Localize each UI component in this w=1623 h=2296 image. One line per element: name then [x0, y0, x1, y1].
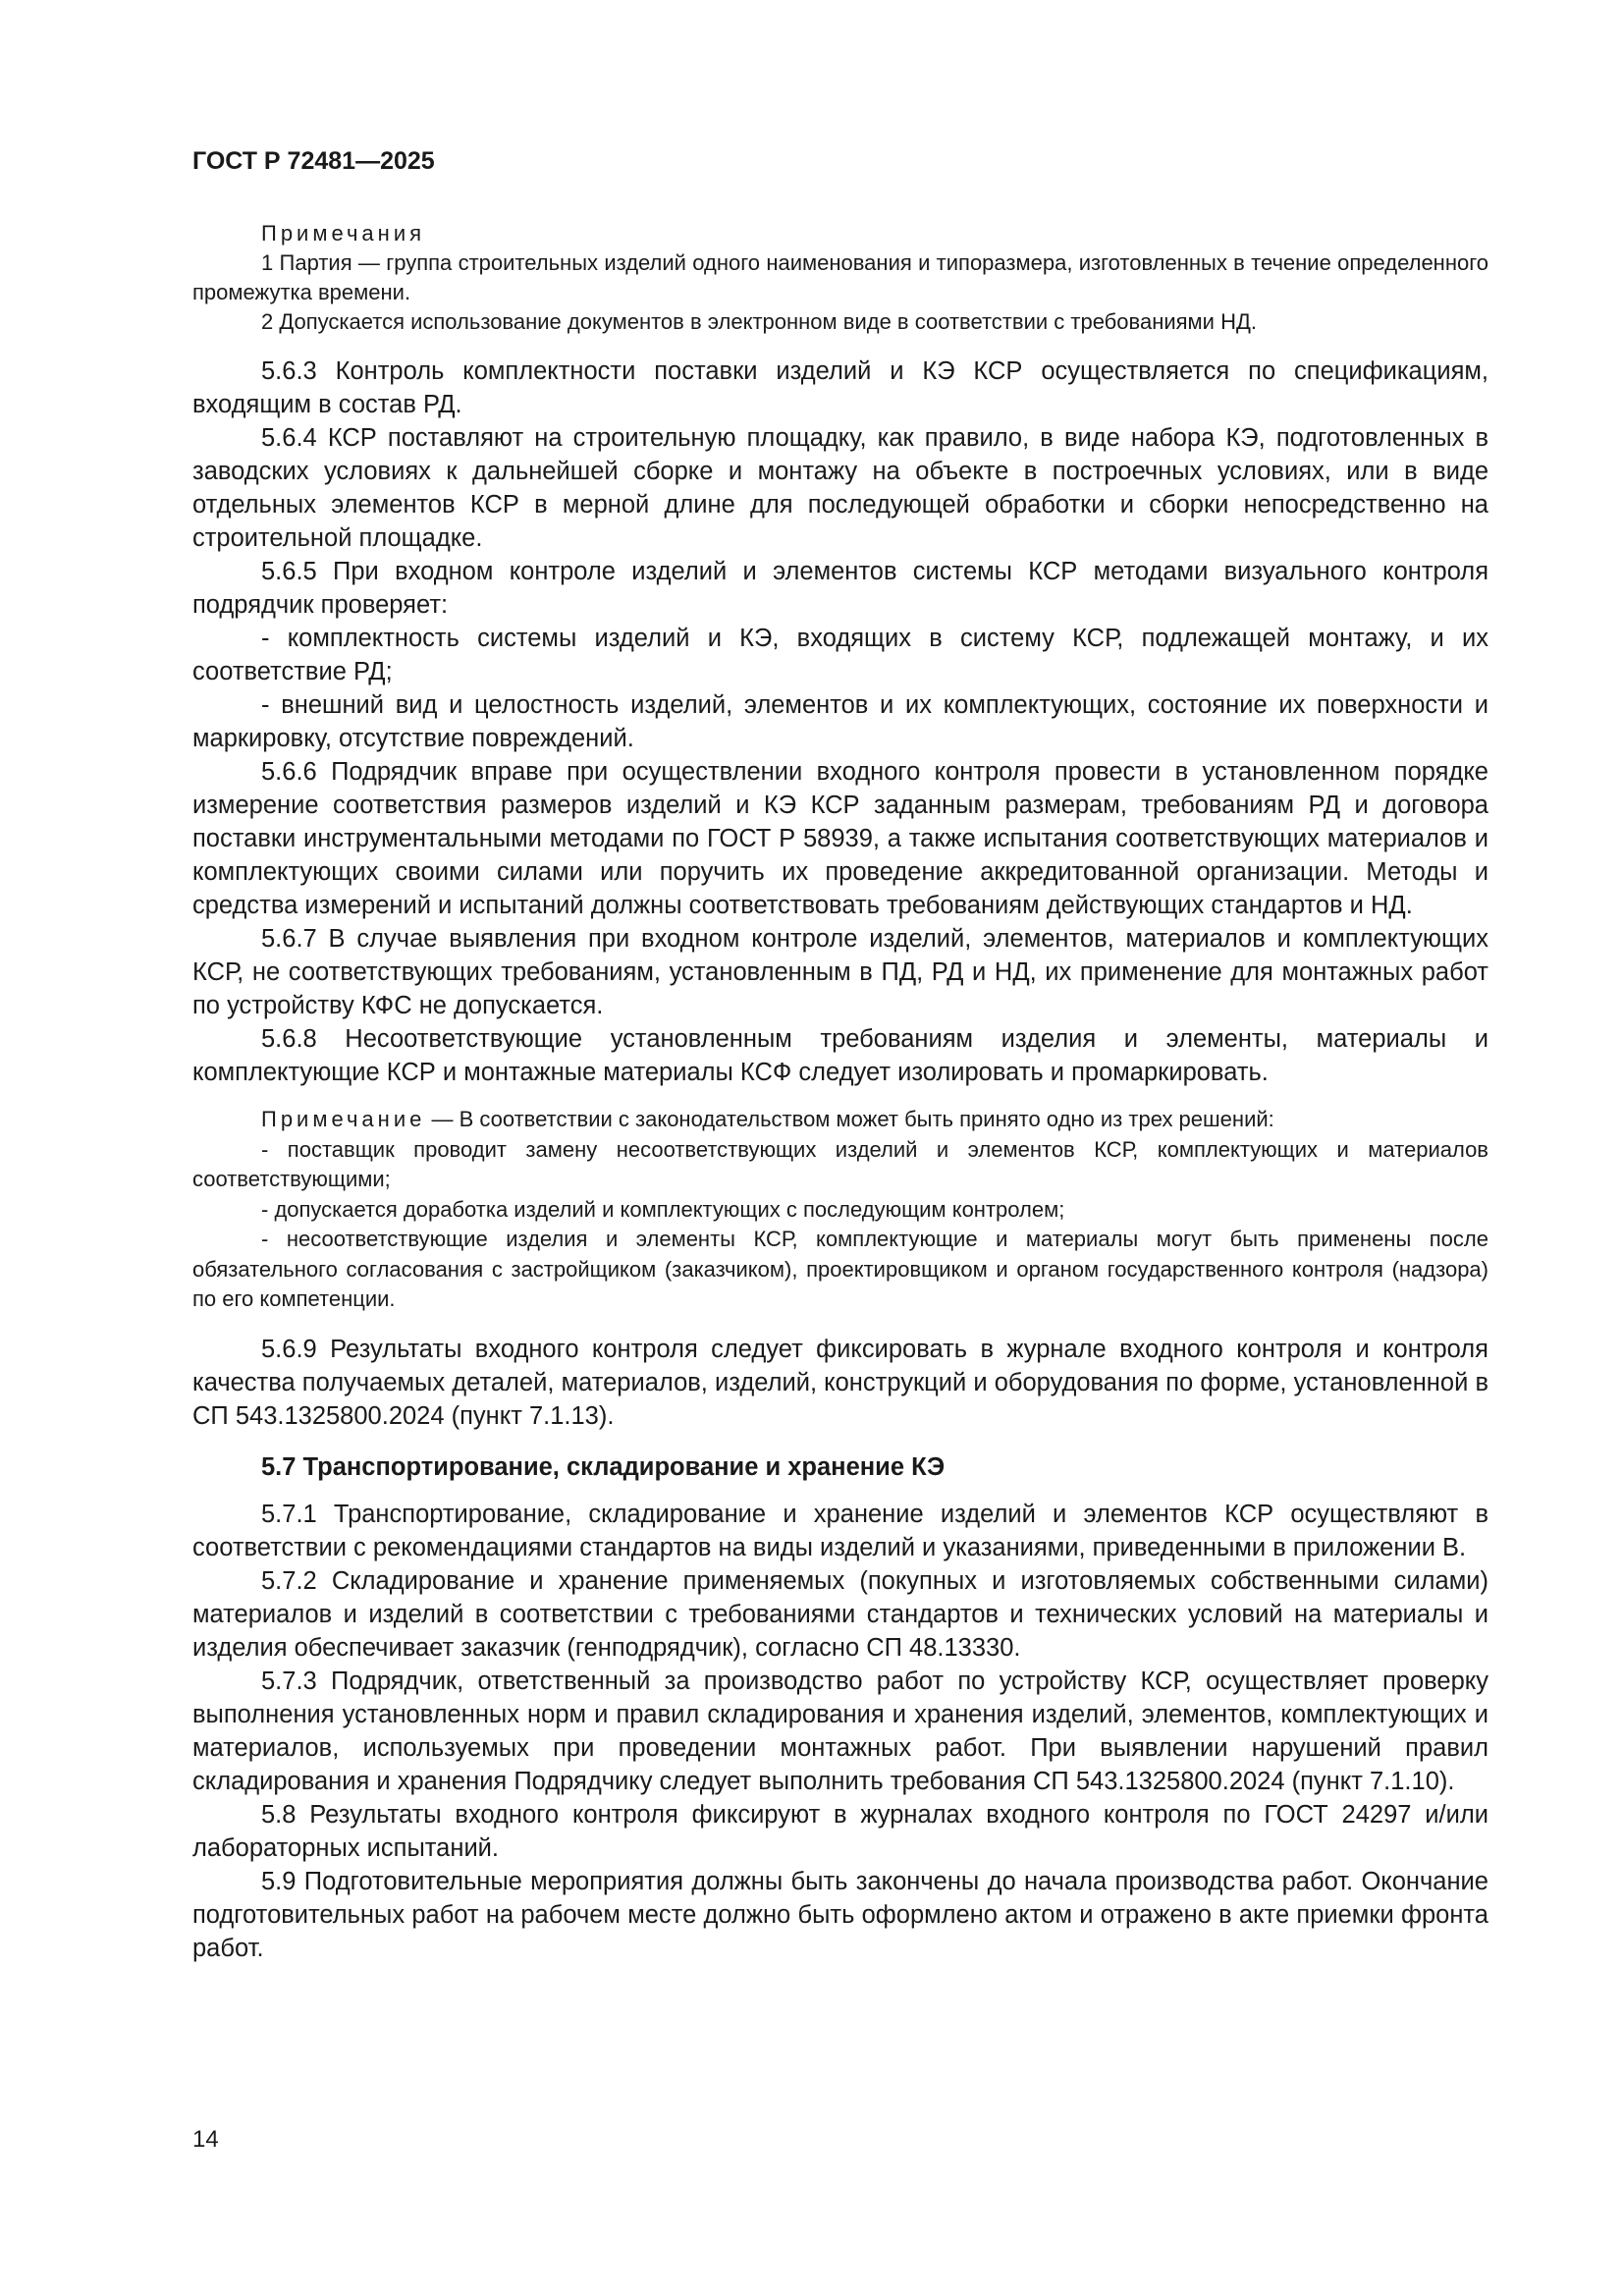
body-text-b: [192, 1498, 1488, 1965]
paragraph: 5.7.2 Складирование и хранение применяемых (покупных и изготовляемых собственными силами) материалов и изделий в соответствии с требованиями стандартов и технических условий на материалы и изделия обеспечивает заказчик (генподрядчик), согласно СП 48.13330.: [192, 1566, 1488, 1662]
body-text-a: [192, 355, 1488, 1089]
note-block: [192, 1105, 1488, 1315]
paragraph: 5.7.3 Подрядчик, ответственный за производство работ по устройству КСР, осуществляет проверку выполнения установленных норм и правил складирования и хранения изделий, элементов, комплектующих и материалов, используемых при проведении монтажных работ. При выявлении нарушений правил складирования и хранения Подрядчику следует выполнить требования СП 543.1325800.2024 (пункт 7.1.10).: [192, 1667, 1488, 1795]
paragraph: 5.9 Подготовительные мероприятия должны быть закончены до начала производства работ. Окончание подготовительных работ на рабочем месте должно быть оформлено актом и отражено в акте приемки фронта работ.: [192, 1867, 1488, 1962]
note-title: Примечание: [261, 1107, 426, 1131]
body-text-569: [192, 1333, 1488, 1433]
note-lead: [192, 1105, 1488, 1135]
paragraph: 5.6.8 Несоответствующие установленным требованиям изделия и элементы, материалы и комплектующие КСР и монтажные материалы КСФ следует изолировать и промаркировать.: [192, 1025, 1488, 1086]
page-number: 14: [192, 2126, 219, 2153]
paragraph: 5.6.7 В случае выявления при входном контроле изделий, элементов, материалов и комплектующих КСР, не соответствующих требованиям, установленным в ПД, РД и НД, их применение для монтажных работ по устройству КФС не допускается.: [192, 925, 1488, 1019]
notes-title: Примечания: [261, 221, 426, 246]
note-item: - допускается доработка изделий и комплектующих с последующим контролем;: [261, 1196, 1065, 1222]
note-lead-text: — В соответствии с законодательством может быть принято одно из трех решений:: [425, 1107, 1274, 1131]
paragraph: 5.6.3 Контроль комплектности поставки изделий и КЭ КСР осуществляется по спецификациям, входящим в состав РД.: [192, 357, 1488, 418]
list-item: - комплектность системы изделий и КЭ, входящих в систему КСР, подлежащей монтажу, и их соответствие РД;: [192, 625, 1488, 685]
paragraph: 5.6.6 Подрядчик вправе при осуществлении входного контроля провести в установленном порядке измерение соответствия размеров изделий и КЭ КСР заданным размерам, требованиям РД и договора поставки инструментальными методами по ГОСТ Р 58939, а также испытания соответствующих материалов и комплектующих своими силами или поручить их проведение аккредитованной организации. Методы и средства измерений и испытаний должны соответствовать требованиям действующих стандартов и НД.: [192, 758, 1488, 919]
document-page: [192, 147, 1488, 1965]
note-item: 2 Допускается использование документов в электронном виде в соответствии с требованиями НД.: [261, 309, 1257, 334]
notes-block: [192, 219, 1488, 337]
paragraph: 5.8 Результаты входного контроля фиксируют в журналах входного контроля по ГОСТ 24297 и/или лабораторных испытаний.: [192, 1800, 1488, 1862]
list-item: - внешний вид и целостность изделий, элементов и их комплектующих, состояние их поверхности и маркировку, отсутствие повреждений.: [192, 691, 1488, 752]
paragraph: 5.6.9 Результаты входного контроля следует фиксировать в журнале входного контроля и контроля качества получаемых деталей, материалов, изделий, конструкций и оборудования по форме, установленной в СП 543.1325800.2024 (пункт 7.1.13).: [192, 1335, 1488, 1430]
paragraph: 5.6.4 КСР поставляют на строительную площадку, как правило, в виде набора КЭ, подготовленных в заводских условиях к дальнейшей сборке и монтажу на объекте в построечных условиях, или в виде отдельных элементов КСР в мерной длине для последующей обработки и сборки непосредственно на строительной площадке.: [192, 424, 1488, 552]
document-header: ГОСТ Р 72481—2025: [192, 147, 435, 175]
paragraph: 5.7.1 Транспортирование, складирование и хранение изделий и элементов КСР осуществляют в соответствии с рекомендациями стандартов на виды изделий и указаниями, приведенными в приложении В.: [192, 1500, 1488, 1561]
note-item: - поставщик проводит замену несоответствующих изделий и элементов КСР, комплектующих и материалов соответствующими;: [192, 1136, 1488, 1191]
section-title: 5.7 Транспортирование, складирование и хранение КЭ: [261, 1452, 946, 1481]
note-item: 1 Партия — группа строительных изделий одного наименования и типоразмера, изготовленных в течение определенного промежутка времени.: [192, 250, 1488, 304]
paragraph: 5.6.5 При входном контроле изделий и элементов системы КСР методами визуального контроля подрядчик проверяет:: [192, 558, 1488, 619]
note-item: - несоответствующие изделия и элементы КСР, комплектующие и материалы могут быть применены после обязательного согласования с застройщиком (заказчиком), проектировщиком и органом государственного контроля (надзора) по его компетенции.: [192, 1227, 1488, 1311]
